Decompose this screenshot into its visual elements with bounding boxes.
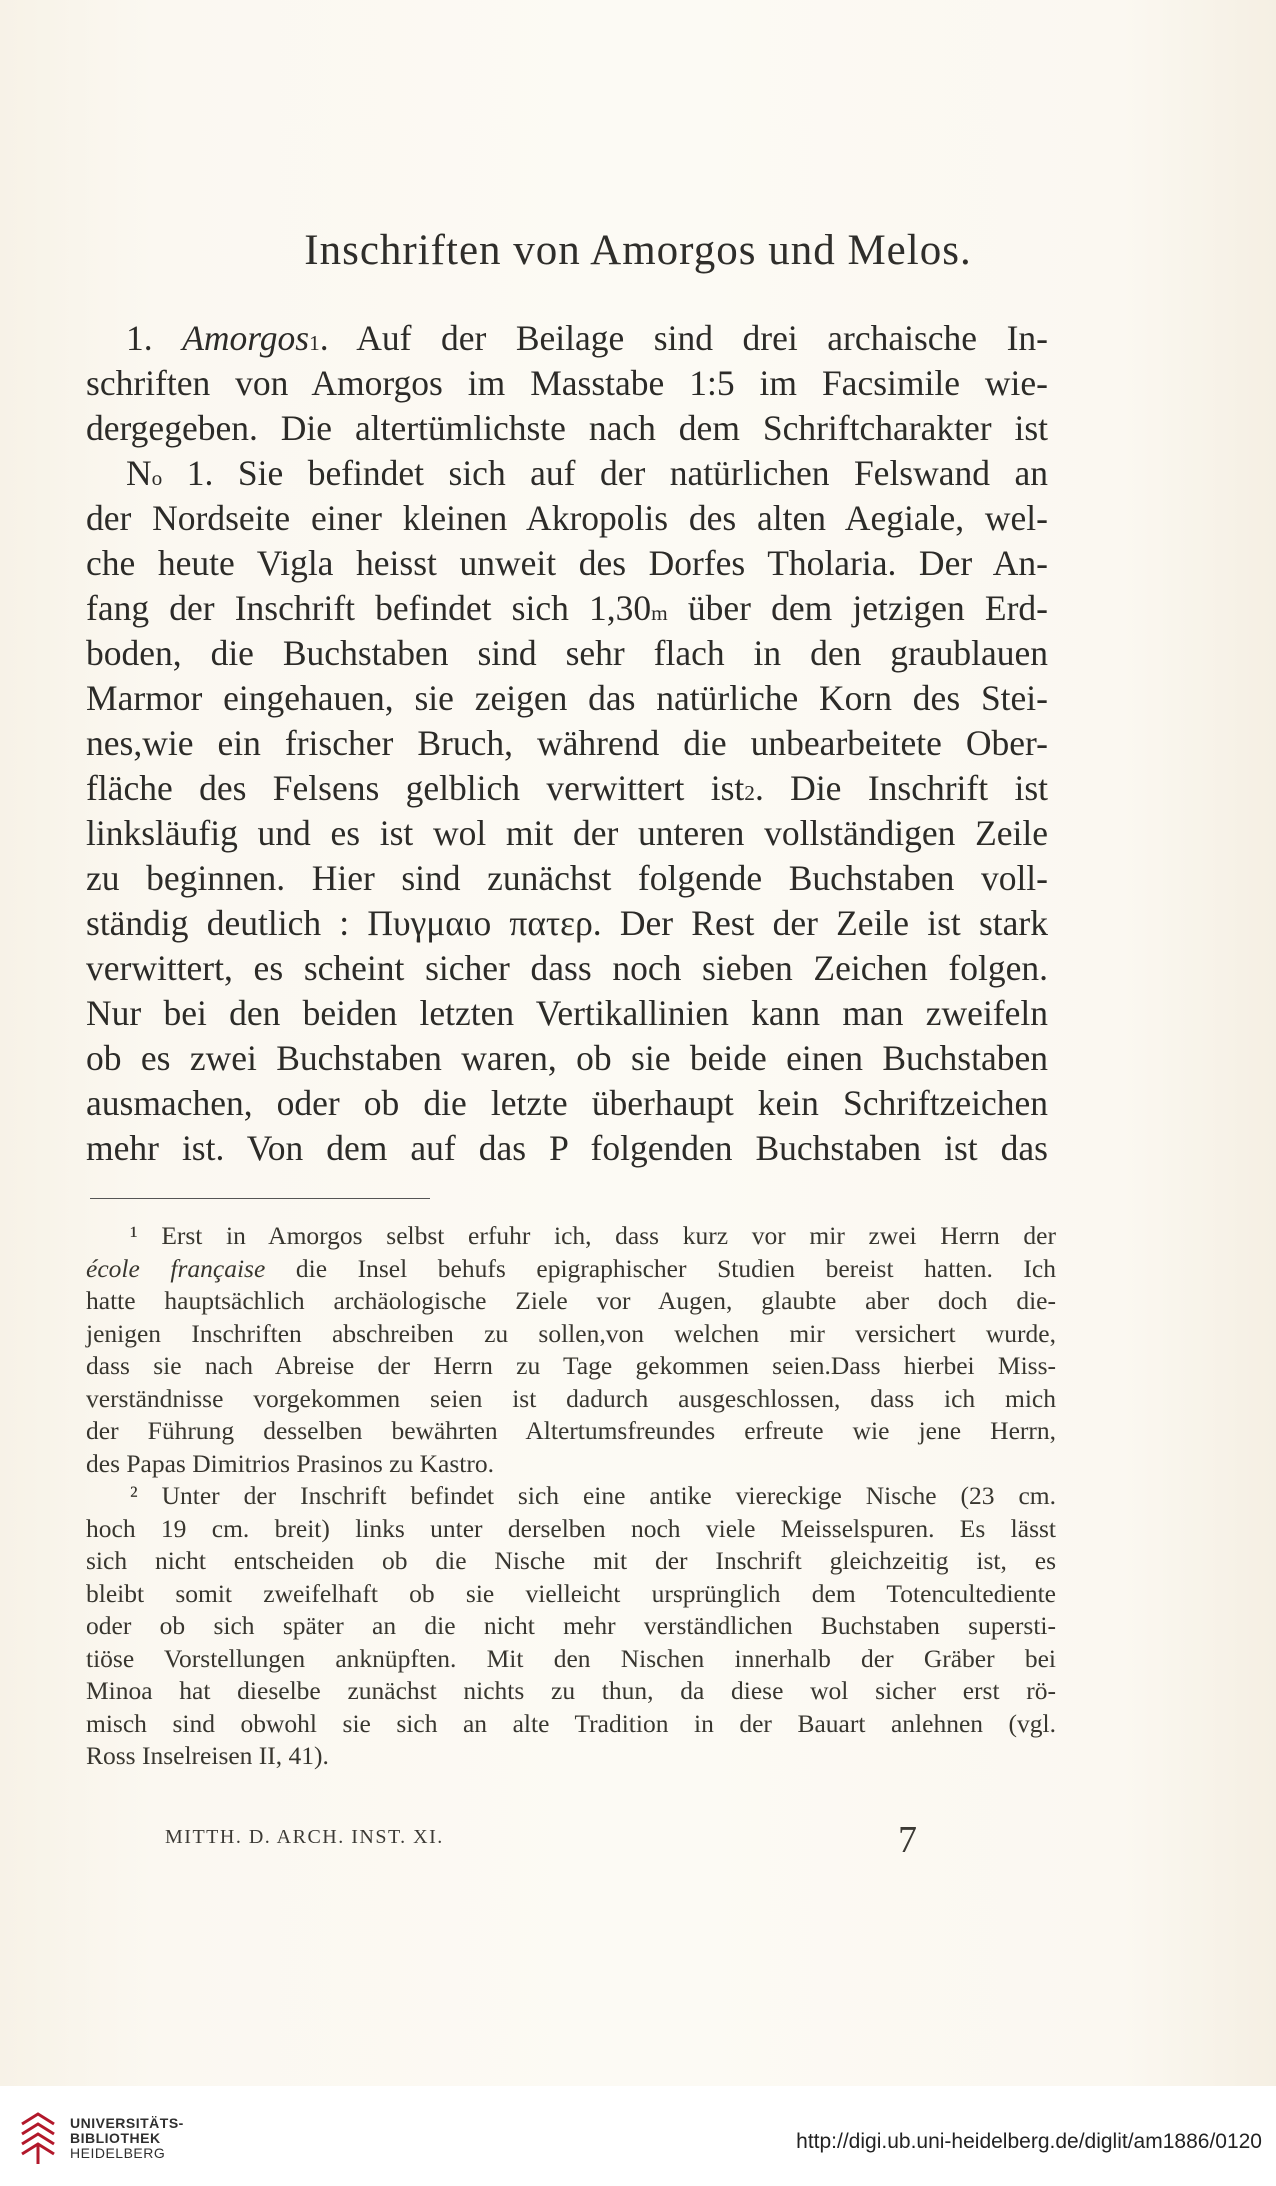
body-line-sup: 2 xyxy=(744,781,755,805)
body-line-text: linksläufig und es ist wol mit der unteren vollständigen Zeile xyxy=(86,813,1048,853)
body-line-post: . Die Inschrift ist xyxy=(754,768,1048,808)
footnote-line-text: misch sind obwohl sie sich an alte Tradition in der Bauart anlehnen (vgl. xyxy=(86,1708,1056,1738)
body-line-italic: Amorgos xyxy=(182,318,310,358)
footnote-line-pre: ¹ Erst in Amorgos selbst erfuhr ich, dass kurz vor mir zwei Herrn der xyxy=(130,1221,1056,1250)
footnote-line xyxy=(86,1513,1056,1546)
body-line-text: mehr ist. Von dem auf das P folgenden Buchstaben ist das xyxy=(86,1128,1048,1168)
body-line xyxy=(86,631,1048,676)
body-line xyxy=(86,1081,1048,1126)
footnote-line-text: Minoa hat dieselbe zunächst nichts zu thun, da diese wol sicher erst rö- xyxy=(86,1676,1056,1705)
footnotes xyxy=(86,1220,1056,1773)
footnote-line-post: die Insel behufs epigraphischer Studien bereist hatten. Ich xyxy=(265,1253,1056,1283)
body-line-text: Marmor eingehauen, sie zeigen das natürliche Korn des Stei- xyxy=(86,678,1048,718)
body-line-text: zu beginnen. Hier sind zunächst folgende Buchstaben voll- xyxy=(86,858,1048,898)
body-line-pre: fang der Inschrift befindet sich 1,30 xyxy=(86,588,652,628)
body-line xyxy=(86,1036,1048,1081)
body-line xyxy=(86,901,1048,946)
footnote-line xyxy=(86,1285,1056,1318)
page-title: Inschriften von Amorgos und Melos. xyxy=(304,227,972,274)
footnote-line-text: Ross Inselreisen II, 41). xyxy=(86,1741,329,1770)
footnote-line xyxy=(86,1220,1056,1253)
body-line-sup: 1 xyxy=(309,331,320,355)
footnote-line-text: sich nicht entscheiden ob die Nische mit der Inschrift gleichzeitig ist, es xyxy=(86,1546,1056,1575)
main-body-text xyxy=(86,316,1048,1171)
source-url-link[interactable]: http://digi.ub.uni-heidelberg.de/diglit/am1886/0120 xyxy=(796,2130,1262,2153)
footnote-line-text: dass sie nach Abreise der Herrn zu Tage gekommen seien.Dass hierbei Miss- xyxy=(86,1351,1056,1380)
footnote-line-text: hatte hauptsächlich archäologische Ziele vor Augen, glaubte aber doch die- xyxy=(86,1286,1056,1315)
body-line-text: nes,wie ein frischer Bruch, während die unbearbeitete Ober- xyxy=(86,723,1048,763)
journal-signature: MITTH. D. ARCH. INST. XI. xyxy=(165,1826,444,1848)
body-line-post: über dem jetzigen Erd- xyxy=(667,588,1048,628)
footnote-line-text: der Führung desselben bewährten Altertumsfreundes erfreute wie jene Herrn, xyxy=(86,1416,1056,1445)
footnote-line xyxy=(86,1415,1056,1448)
body-line-pre: N xyxy=(126,453,152,493)
body-line-text: che heute Vigla heisst unweit des Dorfes Tholaria. Der An- xyxy=(86,543,1048,583)
library-name-line1: UNIVERSITÄTS- xyxy=(70,2115,184,2131)
footnote-line xyxy=(86,1448,1056,1481)
body-line-text: schriften von Amorgos im Masstabe 1:5 im Facsimile wie- xyxy=(86,363,1048,403)
footnote-line xyxy=(86,1610,1056,1643)
body-line-pre: 1. xyxy=(126,318,183,358)
body-line-text: ständig deutlich : Πυγμαιο πατερ. Der Rest der Zeile ist stark xyxy=(86,903,1048,943)
body-line-post: . Auf der Beilage sind drei archaische In- xyxy=(319,318,1048,358)
footnote-line-text: jenigen Inschriften abschreiben zu sollen,von welchen mir versichert wurde, xyxy=(86,1318,1056,1348)
footnote-line-italic: école française xyxy=(86,1253,266,1283)
body-line xyxy=(86,991,1048,1036)
footnote-line xyxy=(86,1545,1056,1578)
body-line xyxy=(86,316,1048,361)
body-line xyxy=(86,541,1048,586)
body-line-text: ausmachen, oder ob die letzte überhaupt kein Schriftzeichen xyxy=(86,1083,1048,1123)
body-line-text: verwittert, es scheint sicher dass noch sieben Zeichen folgen. xyxy=(86,948,1048,988)
footnote-line xyxy=(86,1383,1056,1416)
body-line-post: 1. Sie befindet sich auf der natürlichen Felswand an xyxy=(162,453,1048,493)
body-line-text: Nur bei den beiden letzten Vertikallinien kann man zweifeln xyxy=(86,993,1048,1033)
body-line xyxy=(86,451,1048,496)
footnote-line xyxy=(86,1675,1056,1708)
body-line xyxy=(86,721,1048,766)
body-line xyxy=(86,1126,1048,1171)
body-line xyxy=(86,811,1048,856)
body-line xyxy=(86,586,1048,631)
body-line xyxy=(86,766,1048,811)
page-number: 7 xyxy=(898,1819,917,1861)
body-line xyxy=(86,946,1048,991)
body-line-sup: o xyxy=(151,466,163,490)
footnote-line xyxy=(86,1350,1056,1383)
footnote-line-text: bleibt somit zweifelhaft ob sie vielleicht ursprünglich dem Totencultediente xyxy=(86,1578,1056,1608)
body-line xyxy=(86,361,1048,406)
footnote-line xyxy=(86,1708,1056,1741)
body-line-text: ob es zwei Buchstaben waren, ob sie beide einen Buchstaben xyxy=(86,1038,1048,1078)
footnote-separator xyxy=(90,1198,430,1199)
footnote-line-text: oder ob sich später an die nicht mehr verständlichen Buchstaben supersti- xyxy=(86,1611,1056,1640)
library-name-line3: HEIDELBERG xyxy=(70,2145,166,2161)
footnote-line xyxy=(86,1578,1056,1611)
footnote-line-text: hoch 19 cm. breit) links unter derselben noch viele Meisselspuren. Es lässt xyxy=(86,1513,1056,1543)
footnote-line xyxy=(86,1480,1056,1513)
body-line xyxy=(86,496,1048,541)
footnote-line xyxy=(86,1643,1056,1676)
library-name-line2: BIBLIOTHEK xyxy=(70,2130,161,2146)
body-line xyxy=(86,856,1048,901)
body-line-text: dergegeben. Die altertümlichste nach dem Schriftcharakter ist xyxy=(86,408,1048,448)
footnote-line-text: des Papas Dimitrios Prasinos zu Kastro. xyxy=(86,1448,494,1478)
footnote-line xyxy=(86,1740,1056,1773)
footnote-line-text: verständnisse vorgekommen seien ist dadurch ausgeschlossen, dass ich mich xyxy=(86,1383,1056,1413)
body-line-pre: fläche des Felsens gelblich verwittert ist xyxy=(86,768,745,808)
body-line xyxy=(86,676,1048,721)
footnote-line-text: ² Unter der Inschrift befindet sich eine antike viereckige Nische (23 cm. xyxy=(130,1481,1056,1510)
footnote-line-text: tiöse Vorstellungen anknüpften. Mit den Nischen innerhalb der Gräber bei xyxy=(86,1643,1056,1673)
body-line-sup: m xyxy=(651,601,668,625)
footnote-line xyxy=(86,1253,1056,1286)
body-line xyxy=(86,406,1048,451)
footnote-line xyxy=(86,1318,1056,1351)
body-line-text: der Nordseite einer kleinen Akropolis des alten Aegiale, wel- xyxy=(86,498,1048,538)
body-line-text: boden, die Buchstaben sind sehr flach in den graublauen xyxy=(86,633,1048,673)
library-name[interactable] xyxy=(70,2116,184,2161)
ub-heidelberg-logo-icon[interactable] xyxy=(18,2110,58,2166)
